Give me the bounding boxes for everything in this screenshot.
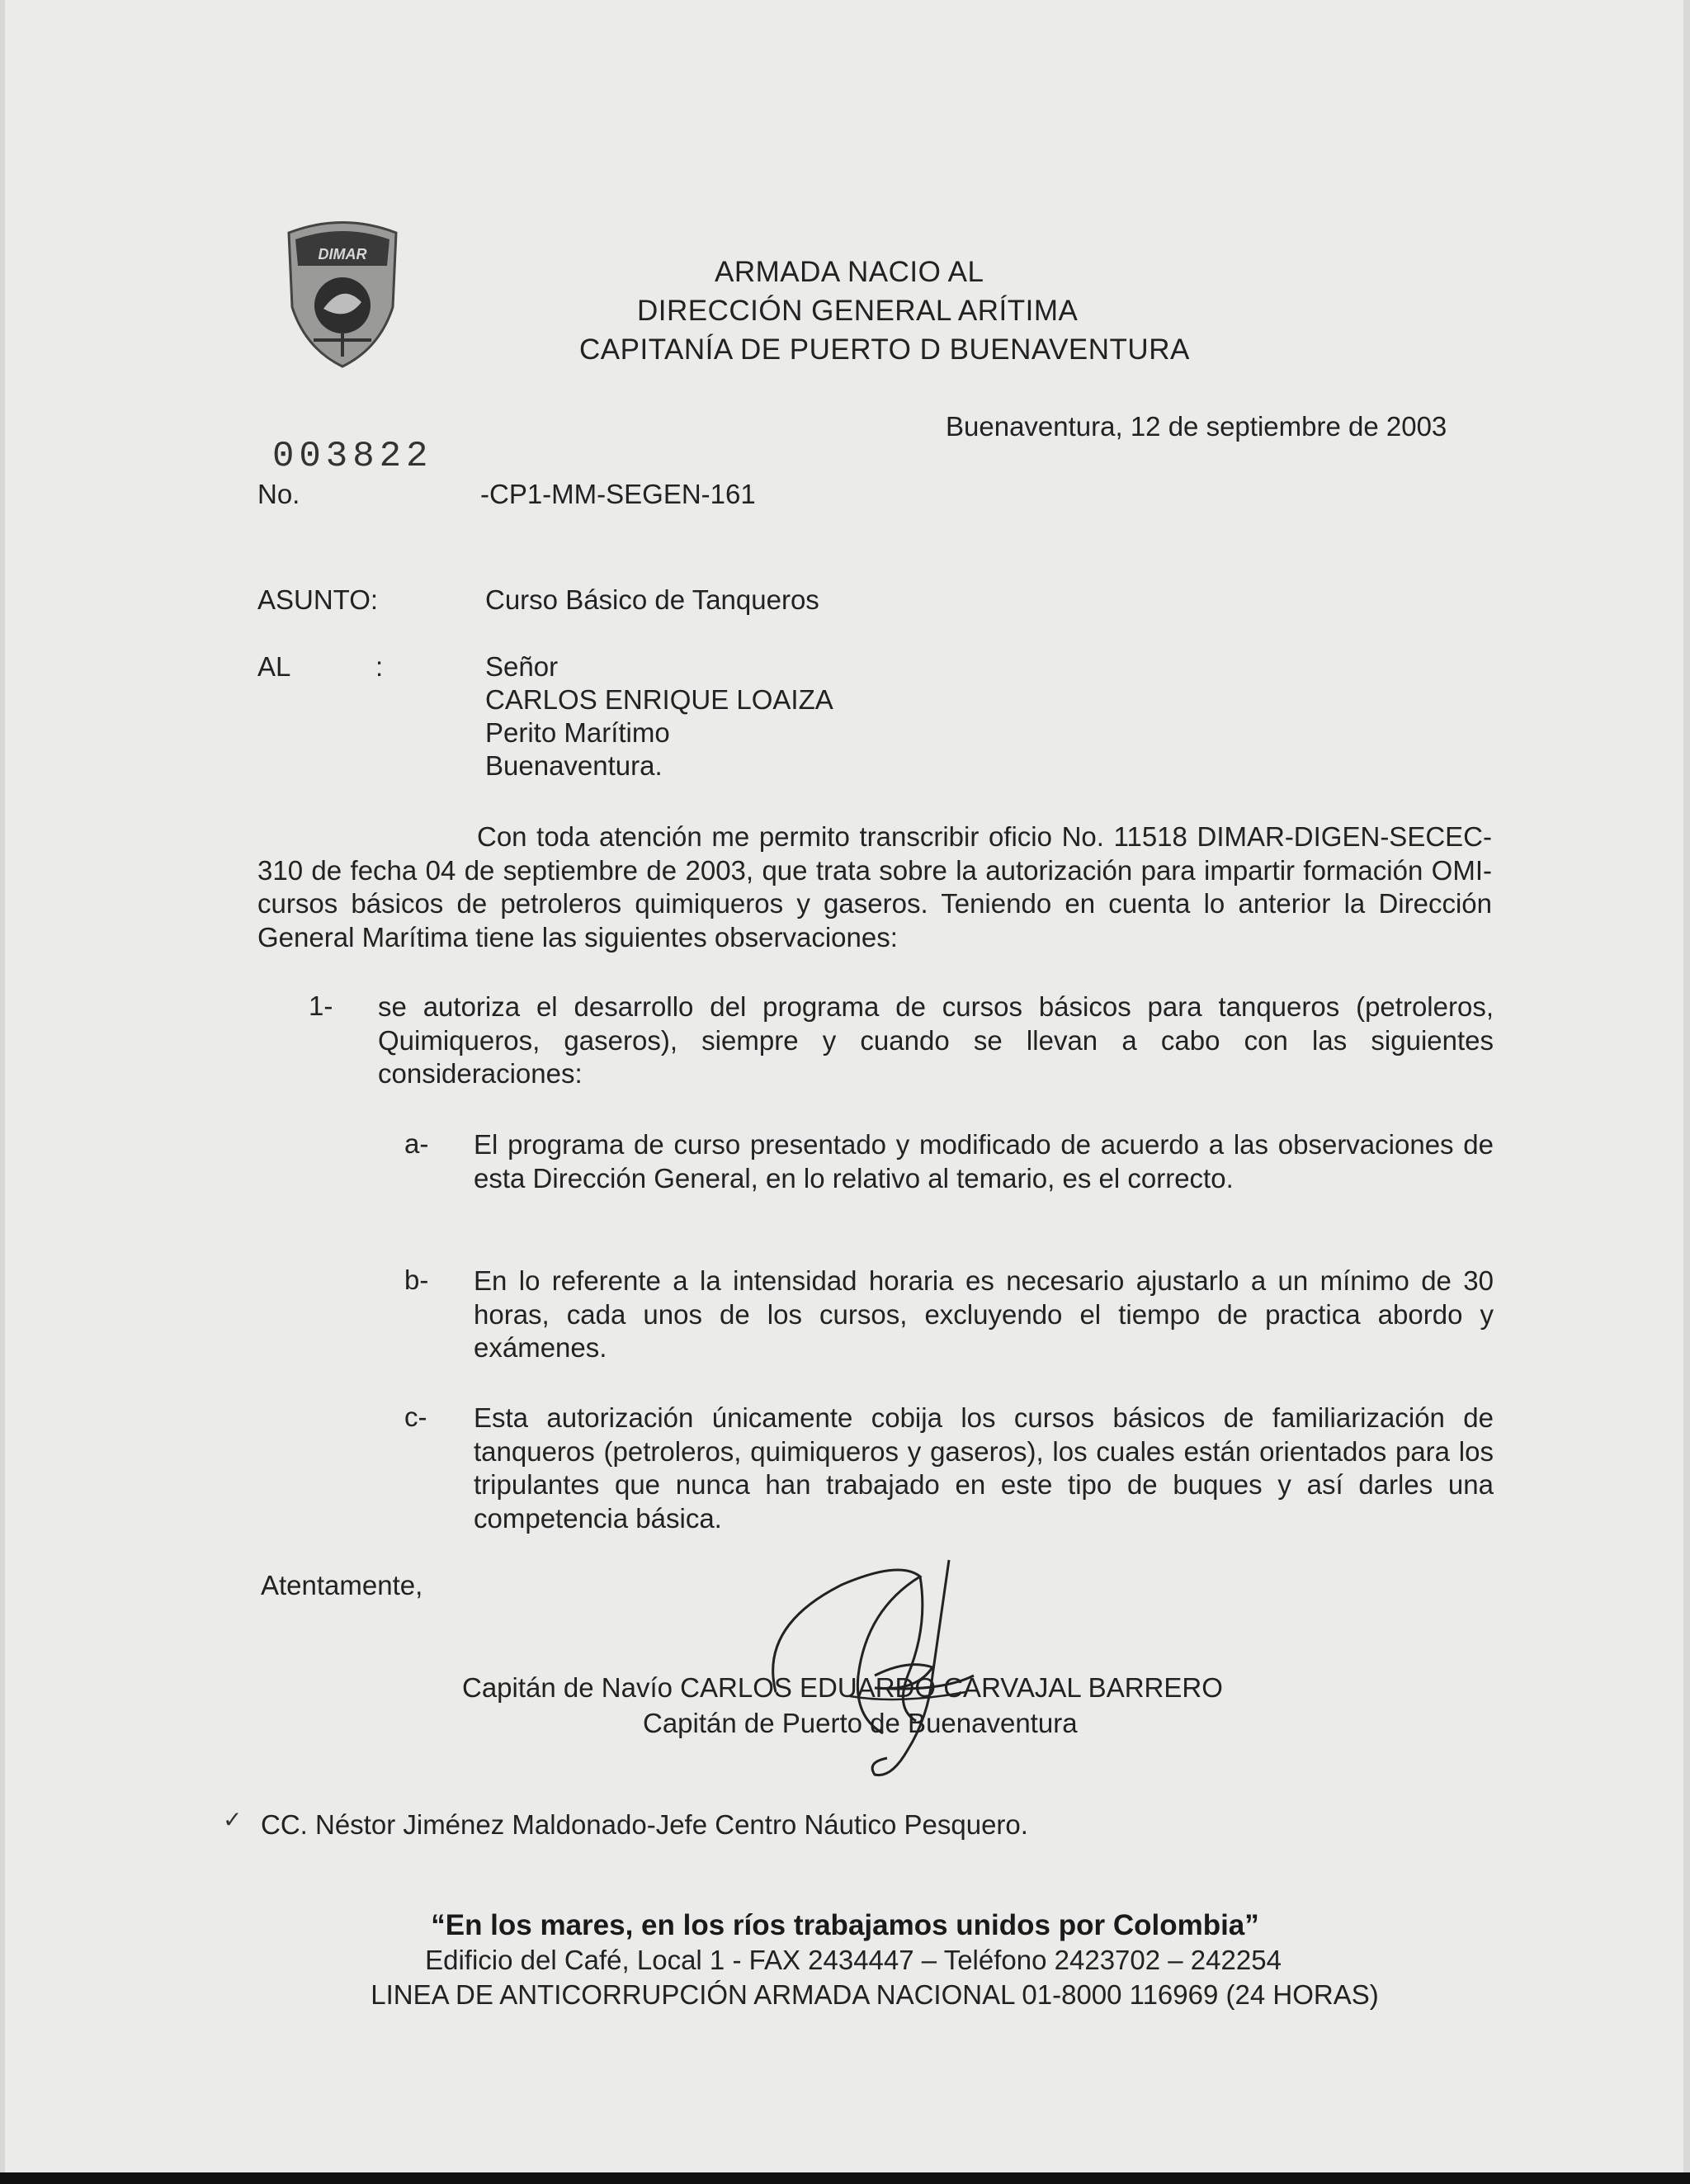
footer-hotline: LINEA DE ANTICORRUPCIÓN ARMADA NACIONAL 01-8000 116969 (24 HORAS) — [371, 1979, 1379, 2010]
cc-line: CC. Néstor Jiménez Maldonado-Jefe Centro Náutico Pesquero. — [261, 1809, 1028, 1840]
subpoint-a-marker: a- — [404, 1128, 429, 1159]
header-line-2: DIRECCIÓN GENERAL ARÍTIMA — [637, 295, 1079, 327]
subpoint-b-marker: b- — [404, 1265, 429, 1295]
document-date: Buenaventura, 12 de septiembre de 2003 — [946, 411, 1447, 442]
reference-stamp-number: 003822 — [272, 436, 433, 477]
recipient-label: AL — [257, 651, 291, 682]
subpoint-c-marker: c- — [404, 1402, 427, 1432]
signatory-name: Capitán de Navío CARLOS EDUARDO CARVAJAL BARRERO — [462, 1672, 1223, 1703]
recipient-line: Señor — [485, 651, 559, 682]
subpoint-a-text: El programa de curso presentado y modificado de acuerdo a las observaciones de esta Dirección General, en lo relativo al temario, es el correcto. — [474, 1129, 1494, 1194]
signatory-title: Capitán de Puerto de Buenaventura — [643, 1708, 1078, 1738]
cc-check-mark-icon: ✓ — [223, 1807, 243, 1832]
header-line-3: CAPITANÍA DE PUERTO D BUENAVENTURA — [579, 333, 1190, 366]
closing-text: Atentamente, — [261, 1570, 423, 1600]
reference-no-label: No. — [257, 479, 300, 509]
recipient-line: Perito Marítimo — [485, 717, 670, 748]
recipient-line: CARLOS ENRIQUE LOAIZA — [485, 684, 833, 715]
svg-text:DIMAR: DIMAR — [318, 246, 367, 262]
asunto-value: Curso Básico de Tanqueros — [485, 584, 819, 615]
point-1-marker: 1- — [309, 990, 333, 1021]
subpoint-b-text: En lo referente a la intensidad horaria es necesario ajustarlo a un mínimo de 30 horas, cada unos de los cursos, excluyendo el tiempo de practica abordo y exámenes. — [474, 1265, 1494, 1363]
reference-code: -CP1-MM-SEGEN-161 — [480, 479, 756, 509]
recipient-line: Buenaventura. — [485, 750, 663, 781]
scan-edge-bottom — [0, 2172, 1690, 2184]
recipient-colon: : — [375, 651, 384, 682]
subpoint-c-text: Esta autorización únicamente cobija los cursos básicos de familiarización de tanqueros (petroleros, quimiqueros y gaseros), los cuales están orientados para los tripulantes que nunca han trabajado en este tipo de buques y así darles una competencia básica. — [474, 1402, 1494, 1534]
asunto-label: ASUNTO: — [257, 584, 379, 615]
footer-motto: “En los mares, en los ríos trabajamos unidos por Colombia” — [431, 1909, 1259, 1941]
point-1-text: se autoriza el desarrollo del programa de cursos básicos para tanqueros (petroleros, Quimiqueros, gaseros), siempre y cuando se llevan a cabo con las siguientes consideraciones: — [378, 991, 1494, 1089]
scan-edge-right — [1683, 0, 1690, 2184]
intro-paragraph: Con toda atención me permito transcribir oficio No. 11518 DIMAR-DIGEN-SECEC-310 de fecha 04 de septiembre de 2003, que trata sobre la autorización para impartir formación OMI- cursos básicos de petroleros quimiqueros y gaseros. Teniendo en cuenta lo anterior la Dirección General Marítima tiene las siguientes observaciones: — [257, 821, 1492, 953]
footer-address: Edificio del Café, Local 1 - FAX 2434447 – Teléfono 2423702 – 242254 — [425, 1945, 1282, 1975]
scan-edge-left — [0, 0, 5, 2184]
header-line-1: ARMADA NACIO AL — [715, 256, 984, 288]
navy-shield-emblem-icon — [281, 216, 404, 373]
